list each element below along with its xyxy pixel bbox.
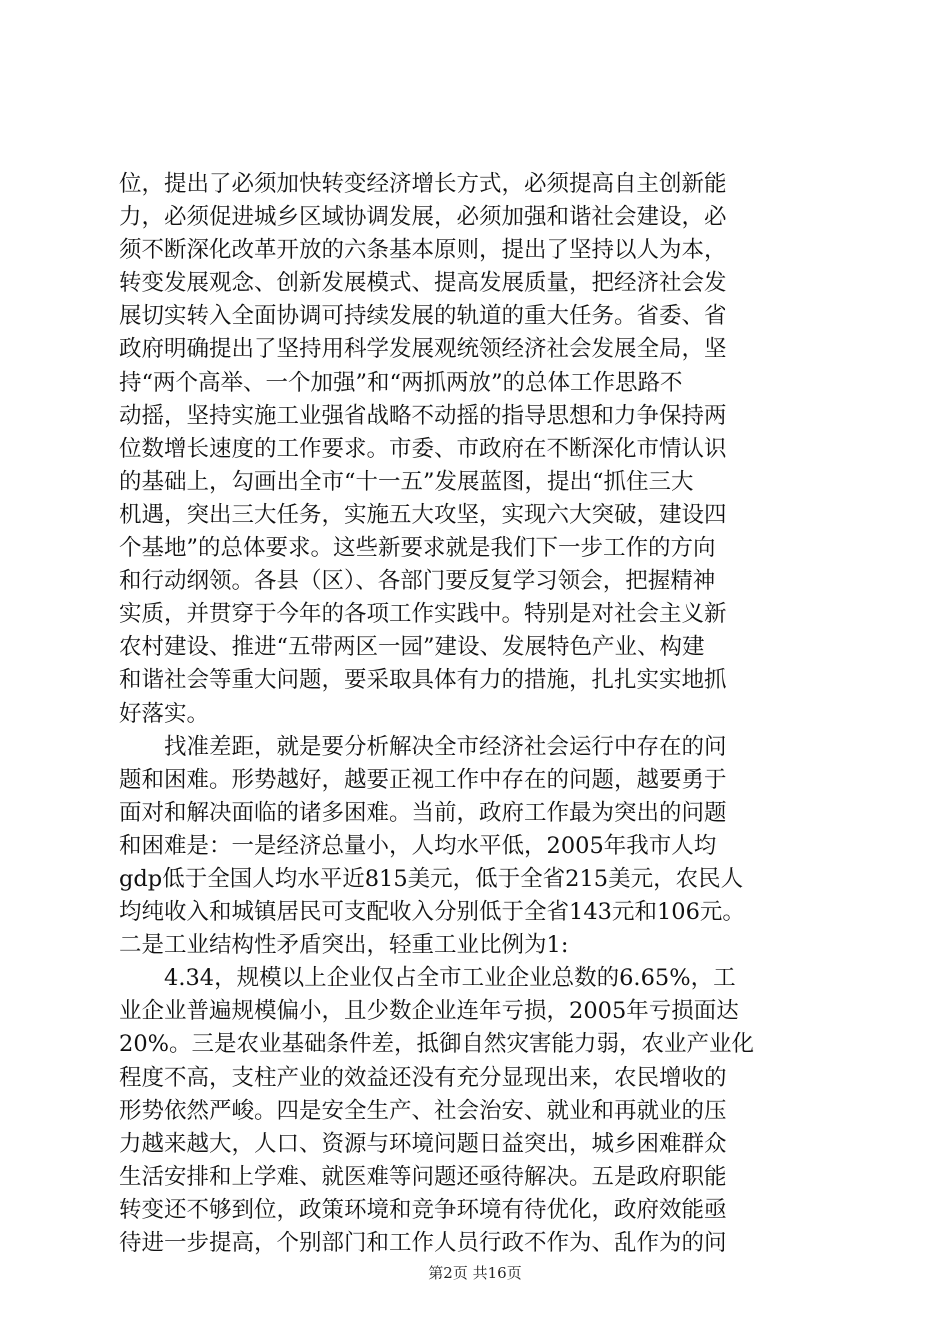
page-footer: 第2页 共16页 xyxy=(428,1264,522,1282)
paragraph-1: 位，提出了必须加快转变经济增长方式，必须提高自主创新能 力，必须促进城乡区域协调发展，必须加强和谐社会建设，必 须不断深化改革开放的六条基本原则，提出了坚持以人为本， 转变发展观念、创新发展模式、提高发展质量，把经济社会发 展切实转入全面协调可持续发展的轨道的重大任务。省委、省 政府明确提出了坚持用科学发展观统领经济社会发展全局，坚 持“两个高举、一个加强”和“两抓两放”的总体工作思路不 动摇，坚持实施工业强省战略不动摇的指导思想和力争保持两 位数增长速度的工作要求。市委、市政府在不断深化市情认识 的基础上，勾画出全市“十一五”发展蓝图，提出“抓住三大 机遇，突出三大任务，实施五大攻坚，实现六大突破，建设四 个基地”的总体要求。这些新要求就是我们下一步工作的方向 和行动纲领。各县（区）、各部门要反复学习领会，把握精神 实质，并贯穿于今年的各项工作实践中。特别是对社会主义新 农村建设、推进“五带两区一园”建设、发展特色产业、构建 和谐社会等重大问题，要采取具体有力的措施，扎扎实实地抓 好落实。 xyxy=(119,171,727,727)
body-text xyxy=(119,168,834,1260)
paragraph-3: 4.34，规模以上企业仅占全市工业企业总数的6.65%，工 业企业普遍规模偏小，且少数企业连年亏损，2005年亏损面达 20%。三是农业基础条件差，抵御自然灾害能力弱，农业产业化 程度不高，支柱产业的效益还没有充分显现出来，农民增收的 形势依然严峻。四是安全生产、社会治安、就业和再就业的压 力越来越大，人口、资源与环境问题日益突出，城乡困难群众 生活安排和上学难、就医难等问题还亟待解决。五是政府职能 转变还不够到位，政策环境和竞争环境有待优化，政府效能亟 待进一步提高，个别部门和工作人员行政不作为、乱作为的问 xyxy=(119,965,755,1256)
paragraph-2: 找准差距，就是要分析解决全市经济社会运行中存在的问 题和困难。形势越好，越要正视工作中存在的问题，越要勇于 面对和解决面临的诸多困难。当前，政府工作最为突出的问题 和困难是：一是经济总量小，人均水平低，2005年我市人均 gdp低于全国人均水平近815美元，低于全省215美元，农民人 均纯收入和城镇居民可支配收入分别低于全省143元和106元。 二是工业结构性矛盾突出，轻重工业比例为1: xyxy=(119,733,745,959)
